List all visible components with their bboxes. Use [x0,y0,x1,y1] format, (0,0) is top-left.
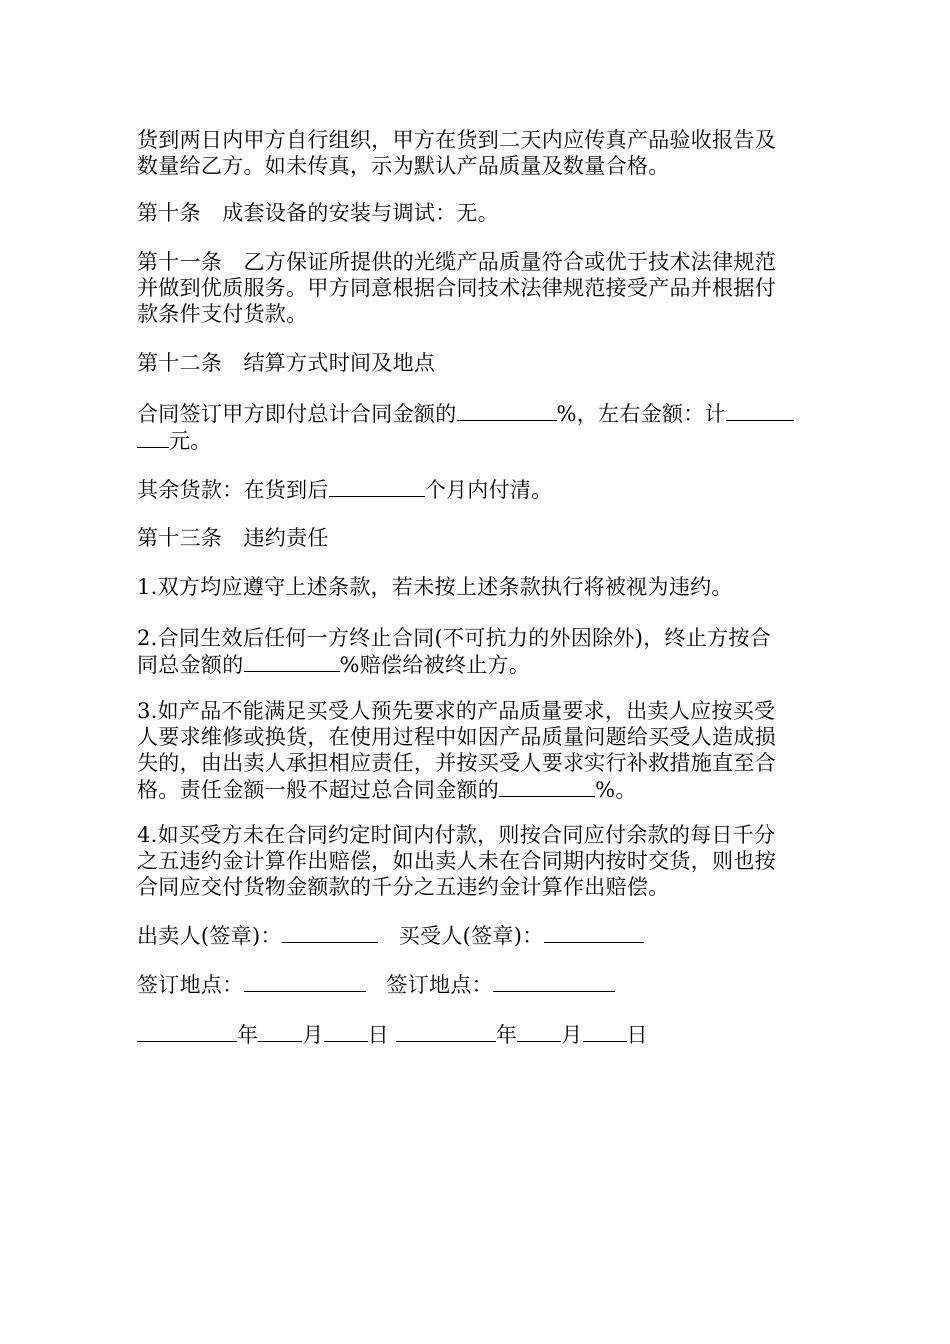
month-field[interactable] [258,1021,302,1042]
article-11 [137,249,817,327]
text-line: 4.如买受方未在合同约定时间内付款，则按合同应付余款的每日千分 [137,823,776,847]
day-label: 日 [626,1023,648,1047]
year-label: 年 [237,1023,259,1047]
text-line: 并做到优质服务。甲方同意根据合同技术法律规范接受产品并根据付 [137,276,776,300]
day-label: 日 [367,1023,389,1047]
fill-blank-percent[interactable] [244,651,340,672]
year-field[interactable] [396,1021,496,1042]
text-fragment: 合同签订甲方即付总计合同金额的 [137,402,457,426]
text-line [137,427,817,454]
article-12-balance [137,476,817,503]
seller-signature-field[interactable] [282,922,378,943]
signing-place-row [137,971,817,998]
text-line: 合同应交付货物金额款的千分之五违约金计算作出赔偿。 [137,875,670,899]
text-line [137,476,817,503]
text-line: 第十一条 乙方保证所提供的光缆产品质量符合或优于技术法律规范 [137,250,776,274]
article-12-payment [137,400,817,454]
item-1 [137,574,817,600]
text-line: 第十三条 违约责任 [137,526,329,550]
signing-place-field[interactable] [493,971,615,992]
buyer-signature-label: 买受人(签章)： [398,924,544,948]
text-fragment: 个月内付清。 [424,478,553,502]
month-label: 月 [302,1023,324,1047]
text-line: 人要求维修或换货，在使用过程中如因产品质量问题给买受人造成损 [137,725,776,749]
article-12-title [137,350,817,376]
fill-blank-months[interactable] [329,476,425,497]
text-fragment: 其余货款：在货到后 [137,478,329,502]
day-field[interactable] [324,1021,368,1042]
text-line [137,776,817,803]
item-3 [137,698,817,803]
text-line [137,651,817,678]
signing-place-field[interactable] [244,971,366,992]
fill-blank-percent[interactable] [499,776,595,797]
text-line: 第十条 成套设备的安装与调试：无。 [137,201,500,225]
fill-blank-amount[interactable] [726,400,794,421]
text-fragment: %。 [595,778,637,802]
article-13-title [137,525,817,551]
signing-place-label: 签订地点： [386,973,493,997]
day-field[interactable] [583,1021,627,1042]
text-line [137,400,817,427]
text-line: 2.合同生效后任何一方终止合同(不可抗力的外因除外)，终止方按合 [137,626,772,650]
text-fragment: %赔偿给被终止方。 [339,653,531,677]
buyer-signature-field[interactable] [544,922,644,943]
text-fragment: 同总金额的 [137,653,244,677]
signing-place-label: 签订地点： [137,973,244,997]
text-line: 3.如产品不能满足买受人预先要求的产品质量要求，出卖人应按买受 [137,699,776,723]
article-10 [137,200,817,226]
text-line: 数量给乙方。如未传真，示为默认产品质量及数量合格。 [137,154,670,178]
year-field[interactable] [137,1021,237,1042]
month-field[interactable] [517,1021,561,1042]
text-line [137,922,817,949]
month-label: 月 [561,1023,583,1047]
text-line: 1.双方均应遵守上述条款，若未按上述条款执行将被视为违约。 [137,575,733,599]
year-label: 年 [495,1023,518,1047]
item-2 [137,625,817,678]
item-4 [137,822,817,900]
fill-blank-percent[interactable] [457,400,557,421]
text-line: 款条件支付货款。 [137,302,308,326]
text-fragment: 元。 [169,429,212,453]
text-line: 第十二条 结算方式时间及地点 [137,351,436,375]
text-line: 货到两日内甲方自行组织，甲方在货到二天内应传真产品验收报告及 [137,128,776,152]
fill-blank-amount-cont[interactable] [137,427,169,448]
text-fragment: %，左右金额：计 [556,402,726,426]
text-line: 之五违约金计算作出赔偿，如出卖人未在合同期内按时交货，则也按 [137,849,776,873]
text-line [137,1021,817,1048]
text-line [137,971,817,998]
date-row [137,1021,817,1048]
text-line: 失的，由出卖人承担相应责任，并按买受人要求实行补救措施直至合 [137,751,776,775]
delivery-paragraph [137,127,817,179]
signature-row [137,922,817,949]
seller-signature-label: 出卖人(签章)： [137,924,282,948]
text-fragment: 格。责任金额一般不超过总合同金额的 [137,778,500,802]
